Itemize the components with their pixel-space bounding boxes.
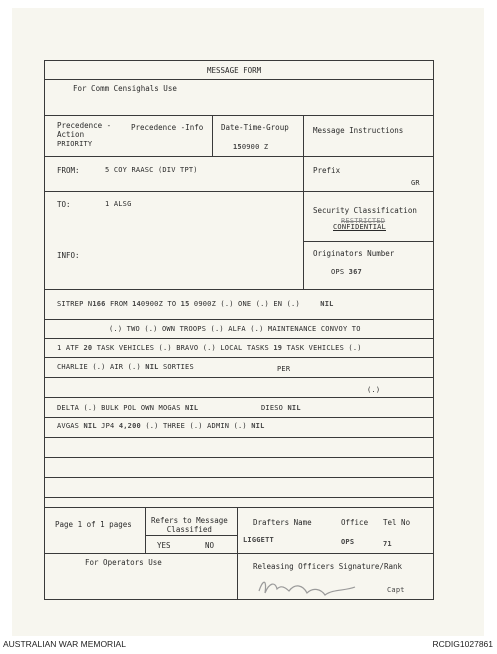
originators-number-label: Originators Number <box>313 249 395 258</box>
dtg-day-stamp: 15 <box>233 143 242 151</box>
rule <box>45 457 433 458</box>
body-text: 1 ATF <box>57 344 84 352</box>
form-title: MESSAGE FORM <box>207 66 262 75</box>
rule <box>45 417 433 418</box>
body-text: SORTIES <box>158 363 194 371</box>
security-struck-value: RESTRICTED <box>341 217 386 225</box>
body-line-1 <box>57 301 334 308</box>
body-stamp: NIL <box>320 300 334 308</box>
rule <box>145 535 237 536</box>
from-label: FROM: <box>57 166 80 175</box>
rule <box>45 115 433 116</box>
rule <box>212 115 213 156</box>
body-text: AVGAS <box>57 422 84 430</box>
releasing-officer-label: Releasing Officers Signature/Rank <box>253 562 403 571</box>
body-line-7 <box>57 423 265 430</box>
rule <box>303 115 304 289</box>
body-text: JP4 <box>96 422 119 430</box>
body-line-4 <box>57 364 194 371</box>
body-stamp: NIL <box>145 363 159 371</box>
body-text: (.) THREE (.) ADMIN (.) <box>140 422 252 430</box>
body-text: SITREP N <box>57 300 93 308</box>
body-stamp: NIL <box>251 422 265 430</box>
rule <box>45 289 433 290</box>
rule <box>45 507 433 508</box>
body-text: DELTA (.) BULK POL OWN MOGAS <box>57 404 186 412</box>
body-text: TASK VEHICLES (.) <box>282 344 362 352</box>
dtg-time: 0900 Z <box>241 143 269 151</box>
office-value: OPS <box>341 538 355 546</box>
body-text: 0900Z TO <box>140 300 181 308</box>
from-value: 5 COY RAASC (DIV TPT) <box>105 166 198 174</box>
body-stamp: 15 <box>180 300 190 308</box>
operators-use-label: For Operators Use <box>85 558 162 567</box>
tel-value: 71 <box>383 540 392 548</box>
body-per: PER <box>277 365 291 373</box>
body-text: 0900Z (.) ONE (.) EN (.) <box>189 300 305 308</box>
tel-no-label: Tel No <box>383 518 411 527</box>
body-stamp: 14 <box>132 300 141 308</box>
footer-id: RCDIG1027861 <box>432 639 493 649</box>
rule <box>45 357 433 358</box>
rule <box>45 191 433 192</box>
body-stamp: 4,200 <box>118 422 141 430</box>
security-value: CONFIDENTIAL <box>333 223 386 231</box>
security-classification-label: Security Classification <box>313 206 417 215</box>
prefix-value: GR <box>411 179 420 187</box>
rule <box>45 397 433 398</box>
footer-source: AUSTRALIAN WAR MEMORIAL <box>3 639 126 649</box>
rule <box>237 507 238 599</box>
body-stamp: 19 <box>273 344 283 352</box>
precedence-action-label: Precedence - Action <box>57 121 112 140</box>
body-stamp: 166 <box>92 300 106 308</box>
rule <box>45 79 433 80</box>
body-text: FROM <box>105 300 133 308</box>
rule <box>303 241 433 242</box>
body-text: CHARLIE (.) AIR (.) <box>57 363 146 371</box>
precedence-action-value: PRIORITY <box>57 140 93 148</box>
body-text: TASK VEHICLES (.) BRAVO (.) LOCAL TASKS <box>92 344 274 352</box>
body-stamp: NIL <box>83 422 97 430</box>
originators-number <box>331 269 362 276</box>
originators-number-stamp: 367 <box>348 268 362 276</box>
no-label: NO <box>205 541 215 550</box>
rule <box>45 338 433 339</box>
page-count-label: Page 1 of 1 pages <box>55 520 132 529</box>
info-label: INFO: <box>57 251 80 260</box>
rule <box>145 507 146 553</box>
precedence-info-label: Precedence -Info <box>131 123 204 132</box>
refers-to-label: Refers to Message Classified <box>151 516 228 534</box>
yes-label: YES <box>157 541 171 550</box>
rule <box>45 319 433 320</box>
body-dieso <box>261 405 301 412</box>
rule <box>45 477 433 478</box>
body-stamp: 20 <box>83 344 93 352</box>
body-stamp: NIL <box>287 404 301 412</box>
body-line-2: (.) TWO (.) OWN TROOPS (.) ALFA (.) MAINTENANCE CONVOY TO <box>109 325 361 333</box>
to-value: 1 ALSG <box>105 200 132 208</box>
body-line-3 <box>57 345 362 352</box>
comm-use-label: For Comm Censighals Use <box>73 84 177 93</box>
body-line-6 <box>57 405 198 412</box>
message-form <box>44 60 434 600</box>
rule <box>45 156 433 157</box>
prefix-label: Prefix <box>313 166 341 175</box>
rule <box>45 377 433 378</box>
body-stamp: NIL <box>185 404 199 412</box>
drafters-name-label: Drafters Name <box>253 518 312 527</box>
dtg-label: Date-Time-Group <box>221 123 289 132</box>
body-text: DIESO <box>261 404 288 412</box>
to-label: TO: <box>57 200 71 209</box>
originators-prefix: OPS <box>331 268 345 276</box>
office-label: Office <box>341 518 369 527</box>
drafter-value: LIGGETT <box>243 536 274 544</box>
rule <box>45 437 433 438</box>
message-instructions-label: Message Instructions <box>313 126 404 135</box>
rule <box>45 497 433 498</box>
rank-value: Capt <box>387 586 405 594</box>
body-line-5: (.) <box>367 386 381 394</box>
signature-mark <box>255 573 385 601</box>
dtg-value <box>233 144 268 151</box>
rule <box>45 553 433 554</box>
